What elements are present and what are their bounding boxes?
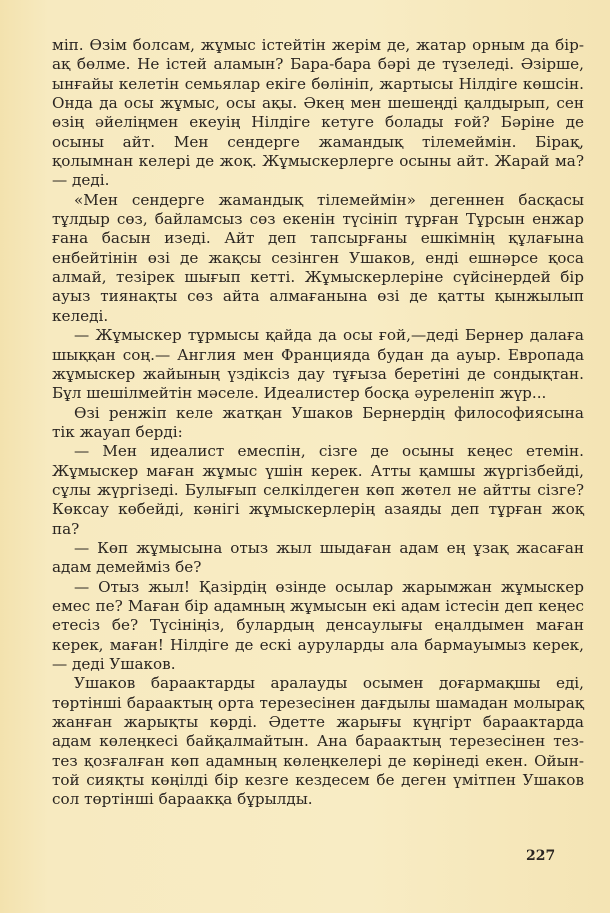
body-text (52, 36, 584, 810)
paragraph-1: міп. Өзім болсам, жұмыс істейтін жерім де, жатар орным да бір-ақ бөлме. Не істей аламын? Бара-бара бәрі де түзеледі. Әзірше, ынғайы келетін семьялар екіге бөлініп, жартысы Нілдіге көшсін. Онда да осы жұмыс, осы ақы. Әкең мен шешеңді қалдырып, сен өзің әйеліңмен екеуің Нілдіге кетуге болады ғой? Бәріне де осыны айт. Мен сендерге жамандық тілемеймін. Бірақ, қолымнан келері де жоқ. Жұмыскерлерге осыны айт. Жарай ма? — деді. (52, 36, 584, 190)
page-number: 227 (526, 848, 556, 864)
paragraph-6: — Көп жұмысына отыз жыл шыдаған адам ең ұзақ жасаған адам демейміз бе? (52, 538, 584, 577)
paragraph-5: — Мен идеалист емеспін, сізге де осыны кеңес етемін. Жұмыскер маған жұмыс үшін керек. Атты қамшы жүргізбейді, сұлы жүргізеді. Булығып селкілдеген көп жөтел не айтты сізге? Көксау көбейді, кәнігі жұмыскерлерің азаяды деп тұрған жоқ па? (52, 442, 584, 538)
paragraph-7: — Отыз жыл! Қазірдің өзінде осылар жарымжан жұмыскер емес пе? Маған бір адамның жұмысын екі адам істесін деп кеңес етесіз бе? Түсініңіз, булардың денсаулығы еңалдымен маған керек, маған! Нілдіге де ескі ауруларды ала бармауымыз керек,— деді Ушаков. (52, 577, 584, 673)
paragraph-3: — Жұмыскер тұрмысы қайда да осы ғой,—деді Бернер далаға шыққан соң.— Англия мен Францияда будан да ауыр. Европада жұмыскер жайының үздіксіз дау тұғыза беретіні де сондықтан. Бұл шешілмейтін мәселе. Идеалистер босқа әуреленіп жүр... (52, 326, 584, 403)
paragraph-4: Өзі ренжіп келе жатқан Ушаков Бернердің философиясына тік жауап берді: (52, 403, 584, 441)
paragraph-2: «Мен сендерге жамандық тілемеймін» дегеннен басқасы тұлдыр сөз, байламсыз сөз екенін түсініп тұрған Тұрсын енжар ғана басын изеді. Айт деп тапсырғаны ешкімнің құлағына енбейтінін өзі де жақсы сезінген Ушаков, енді ешнәрсе қоса алмай, тезірек шығып кетті. Жұмыскерлеріне сүйсінердей бір ауыз тиянақты сөз айта алмағанына өзі де қатты қынжылып келеді. (52, 190, 584, 325)
paragraph-8: Ушаков бараактарды аралауды осымен доғармақшы еді, төртінші бараактың орта терезесінен дағдылы шамадан молырақ жанған жарықты көрді. Әдетте жарығы күңгірт бараактарда адам көлеңкесі байқалмайтын. Ана бараактың терезесінен тез-тез қозғалған көп адамның көлеңкелері де көрінеді екен. Ойын-той сияқты көңілді бір кезге кездесем бе деген үмітпен Ушаков сол төртінші бараакқа бұрылды. (52, 674, 584, 809)
